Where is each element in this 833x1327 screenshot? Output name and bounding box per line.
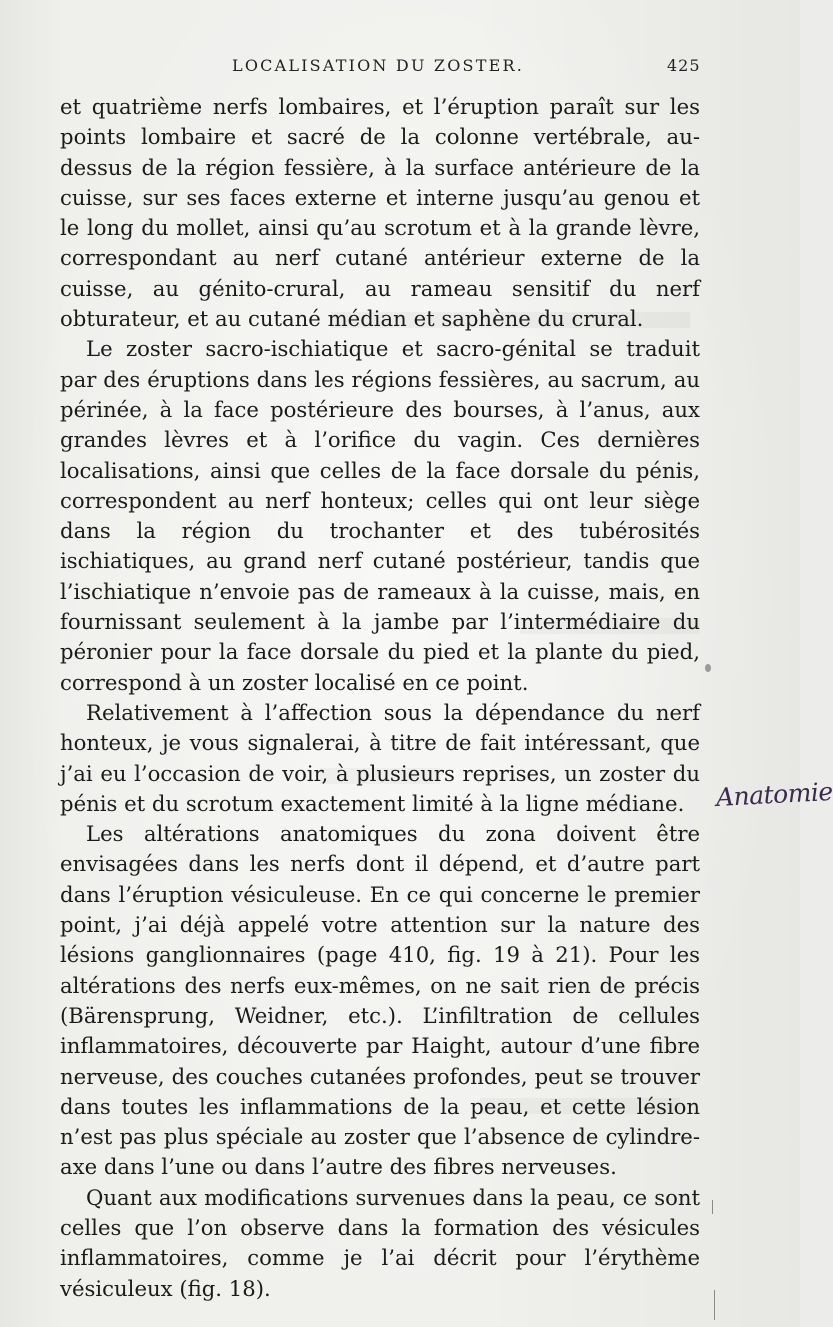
handwritten-margin-note: Anatomie [715, 776, 833, 813]
paragraph-alterations-anatomiques: Les altérations anatomiques du zona doivent être envisagées dans les nerfs dont il dépend, et d’autre part dans l’éruption vésiculeuse. En ce qui concerne le premier point, j’ai déjà appelé votre attention sur la nature des lésions ganglionnaires (page 410, fig. 19 à 21). Pour les altérations des nerfs eux-mêmes, on ne sait rien de précis (Bärensprung, Weidner, etc.). L’infiltration de cellules inflammatoires, découverte par Haight, autour d’une fibre nerveuse, des couches cutanées profondes, peut se trouver dans toutes les inflammations de la peau, et cette lésion n’est pas plus spéciale au zoster que l’absence de cylindre-axe dans l’une ou dans l’autre des fibres nerveuses. [60, 821, 700, 1180]
paragraph-sacro-ischiatique: Le zoster sacro-ischiatique et sacro-génital se traduit par des éruptions dans les régions fessières, au sacrum, au périnée, à la face postérieure des bourses, à l’anus, aux grandes lèvres et à l’orifice du vagin. Ces dernières localisations, ainsi que celles de la face dorsale du pénis, correspondent au nerf honteux; celles qui ont leur siège dans la région du trochanter et des tubérosités ischiatiques, au grand nerf cutané postérieur, tandis que l’ischiatique n’envoie pas de rameaux à la cuisse, mais, en fournissant seulement à la jambe par l’intermédiaire du péronier pour la face dorsale du pied et la plante du pied, correspond à un zoster localisé en ce point. [60, 336, 700, 695]
page-edge-mark [712, 1200, 713, 1214]
paragraph-modifications-peau: Quant aux modifications survenues dans la peau, ce sont celles que l’on observe dans la formation des vésicules inflammatoires, comme je l’ai décrit pour l’érythème vésiculeux (fig. 18). [60, 1184, 700, 1301]
paragraph-continuation: et quatrième nerfs lombaires, et l’éruption paraît sur les points lombaire et sacré de la colonne vertébrale, au-dessus de la région fessière, à la surface antérieure de la cuisse, sur ses faces externe et interne jusqu’au genou et le long du mollet, ainsi qu’au scrotum et à la grande lèvre, correspondant au nerf cutané antérieur externe de la cuisse, au génito-crural, au rameau sensitif du nerf obturateur, et au cutané médian et saphène du crural. [60, 94, 700, 332]
page-edge-mark [714, 1290, 715, 1320]
ink-speck [705, 664, 711, 672]
paragraph-nerf-honteux: Relativement à l’affection sous la dépendance du nerf honteux, je vous signalerai, à titre de fait intéressant, que j’ai eu l’occasion de voir, à plusieurs reprises, un zoster du pénis et du scrotum exactement limité à la ligne médiane. [60, 699, 700, 816]
running-head [0, 56, 800, 80]
running-title: LOCALISATION DU ZOSTER. [232, 56, 524, 75]
page-number: 425 [667, 56, 701, 75]
body-text [60, 92, 700, 1304]
